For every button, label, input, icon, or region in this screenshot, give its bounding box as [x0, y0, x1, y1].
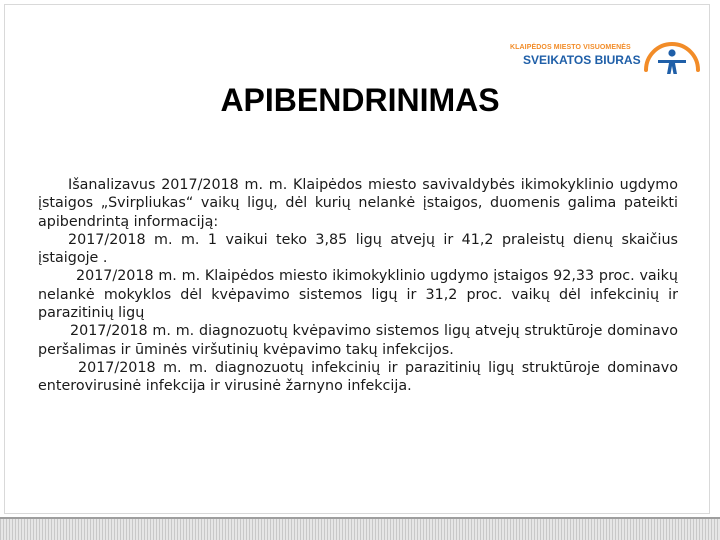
- person-figure-icon: [640, 40, 704, 76]
- summary-paragraph-4: 2017/2018 m. m. diagnozuotų kvėpavimo sistemos ligų atvejų struktūroje dominavo peršalimas ir ūminės viršutinių kvėpavimo takų infekcijos.: [38, 323, 678, 358]
- organization-logo: [505, 40, 705, 80]
- summary-text: [38, 176, 678, 396]
- logo-line-2: SVEIKATOS BIURAS: [523, 53, 641, 67]
- summary-paragraph-1: Išanalizavus 2017/2018 m. m. Klaipėdos miesto savivaldybės ikimokyklinio ugdymo įstaigos „Svirpliukas“ vaikų ligų, dėl kurių nelankė įstaigos, duomenis galima pateikti apibendrintą informaciją:: [38, 177, 678, 230]
- summary-paragraph-5: 2017/2018 m. m. diagnozuotų infekcinių ir parazitinių ligų struktūroje dominavo enterovirusinė infekcija ir virusinė žarnyno infekcija.: [38, 359, 678, 395]
- summary-paragraph-2: 2017/2018 m. m. 1 vaikui teko 3,85 ligų atvejų ir 41,2 praleistų dienų skaičius įstaigoje .: [38, 231, 678, 267]
- summary-paragraph-3: 2017/2018 m. m. Klaipėdos miesto ikimokyklinio ugdymo įstaigos 92,33 proc. vaikų nelankė mokyklos dėl kvėpavimo sistemos ligų ir 31,2 proc. vaikų dėl infekcinių ir parazitinių ligų: [38, 268, 678, 322]
- logo-line-1: KLAIPĖDOS MIESTO VISUOMENĖS: [510, 44, 631, 51]
- footer-decorative-bar: [0, 517, 720, 540]
- slide-title: APIBENDRINIMAS: [220, 82, 500, 118]
